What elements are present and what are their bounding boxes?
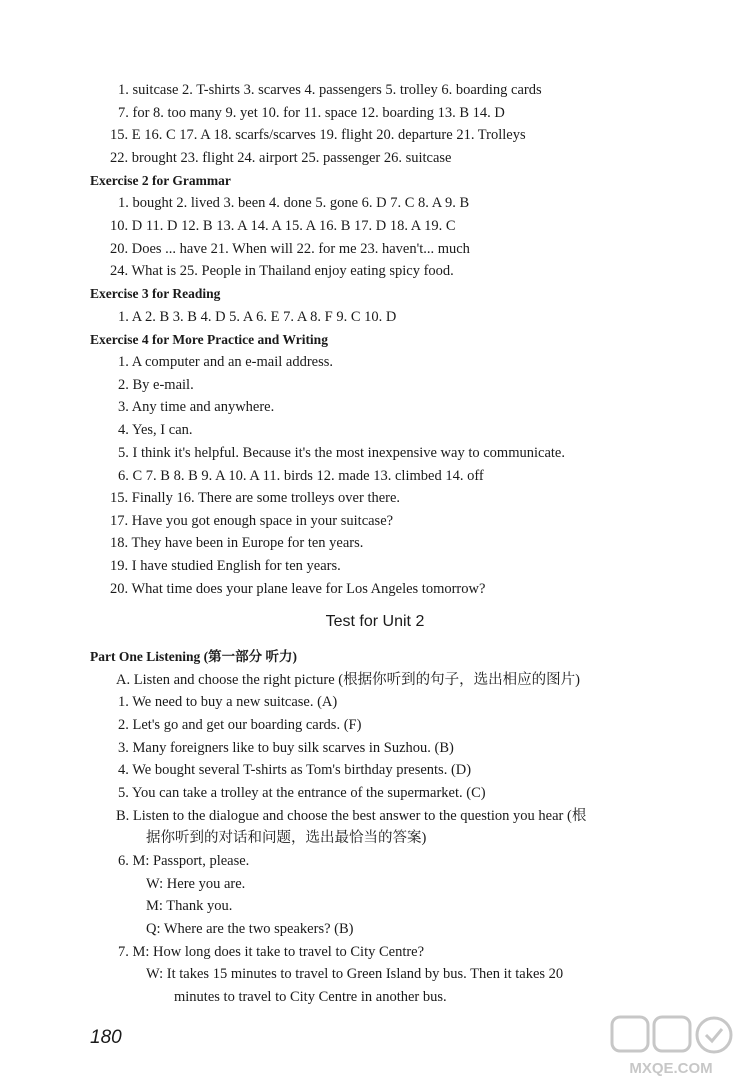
answer-line: 1. suitcase 2. T-shirts 3. scarves 4. passengers 5. trolley 6. boarding cards [118,82,542,98]
listening-item: 3. Many foreigners like to buy silk scarves in Suzhou. (B) [118,740,454,756]
section-a-instruction: A. Listen and choose the right picture (根据你听到的句子，选出相应的图片) [116,672,580,688]
watermark-text: MXQE.COM [629,1060,713,1077]
answer-line: 15. Finally 16. There are some trolleys over there. [110,490,401,506]
answer-line: 5. I think it's helpful. Because it's the most inexpensive way to communicate. [118,445,565,461]
dialogue-line: 7. M: How long does it take to travel to City Centre? [118,944,425,960]
answer-line: 22. brought 23. flight 24. airport 25. passenger 26. suitcase [110,150,452,166]
answer-line: 15. E 16. C 17. A 18. scarfs/scarves 19. flight 20. departure 21. Trolleys [110,127,526,143]
dialogue-line: minutes to travel to City Centre in another bus. [174,989,447,1005]
answer-line: 24. What is 25. People in Thailand enjoy eating spicy food. [110,263,454,279]
dialogue-line: 6. M: Passport, please. [118,853,250,869]
exercise-4-heading: Exercise 4 for More Practice and Writing [90,332,328,347]
listening-item: 4. We bought several T-shirts as Tom's birthday presents. (D) [118,762,472,778]
exercise-2-heading: Exercise 2 for Grammar [90,173,231,188]
dialogue-line: Q: Where are the two speakers? (B) [146,921,354,937]
dialogue-line: W: It takes 15 minutes to travel to Green Island by bus. Then it takes 20 [146,966,564,982]
exercise-3-heading: Exercise 3 for Reading [90,286,221,301]
page-number: 180 [90,1027,122,1048]
section-b-instruction: B. Listen to the dialogue and choose the best answer to the question you hear (根 [116,808,587,824]
answer-line: 6. C 7. B 8. B 9. A 10. A 11. birds 12. made 13. climbed 14. off [118,468,484,484]
listening-item: 5. You can take a trolley at the entrance of the supermarket. (C) [118,785,486,801]
watermark-logo-icon [606,1011,736,1081]
test-title: Test for Unit 2 [325,613,425,630]
answer-line: 10. D 11. D 12. B 13. A 14. A 15. A 16. B 17. D 18. A 19. C [110,218,456,234]
dialogue-line: W: Here you are. [146,876,246,892]
section-b-instruction-cont: 据你听到的对话和问题，选出最恰当的答案) [146,830,427,846]
listening-item: 2. Let's go and get our boarding cards. (F) [118,717,362,733]
listening-item: 1. We need to buy a new suitcase. (A) [118,694,338,710]
answer-line: 20. What time does your plane leave for Los Angeles tomorrow? [110,581,486,597]
answer-line: 18. They have been in Europe for ten years. [110,535,364,551]
answer-line: 3. Any time and anywhere. [118,399,275,415]
answer-line: 7. for 8. too many 9. yet 10. for 11. space 12. boarding 13. B 14. D [118,105,505,121]
answer-line: 1. A computer and an e-mail address. [118,354,334,370]
answer-line: 17. Have you got enough space in your suitcase? [110,513,394,529]
answer-line: 19. I have studied English for ten years. [110,558,341,574]
answer-line: 1. bought 2. lived 3. been 4. done 5. gone 6. D 7. C 8. A 9. B [118,195,470,211]
part-one-heading: Part One Listening (第一部分 听力) [90,649,297,664]
answer-line: 4. Yes, I can. [118,422,193,438]
answer-line: 2. By e-mail. [118,377,194,393]
answer-line: 1. A 2. B 3. B 4. D 5. A 6. E 7. A 8. F 9. C 10. D [118,309,397,325]
dialogue-line: M: Thank you. [146,898,233,914]
answer-line: 20. Does ... have 21. When will 22. for me 23. haven't... much [110,241,470,257]
